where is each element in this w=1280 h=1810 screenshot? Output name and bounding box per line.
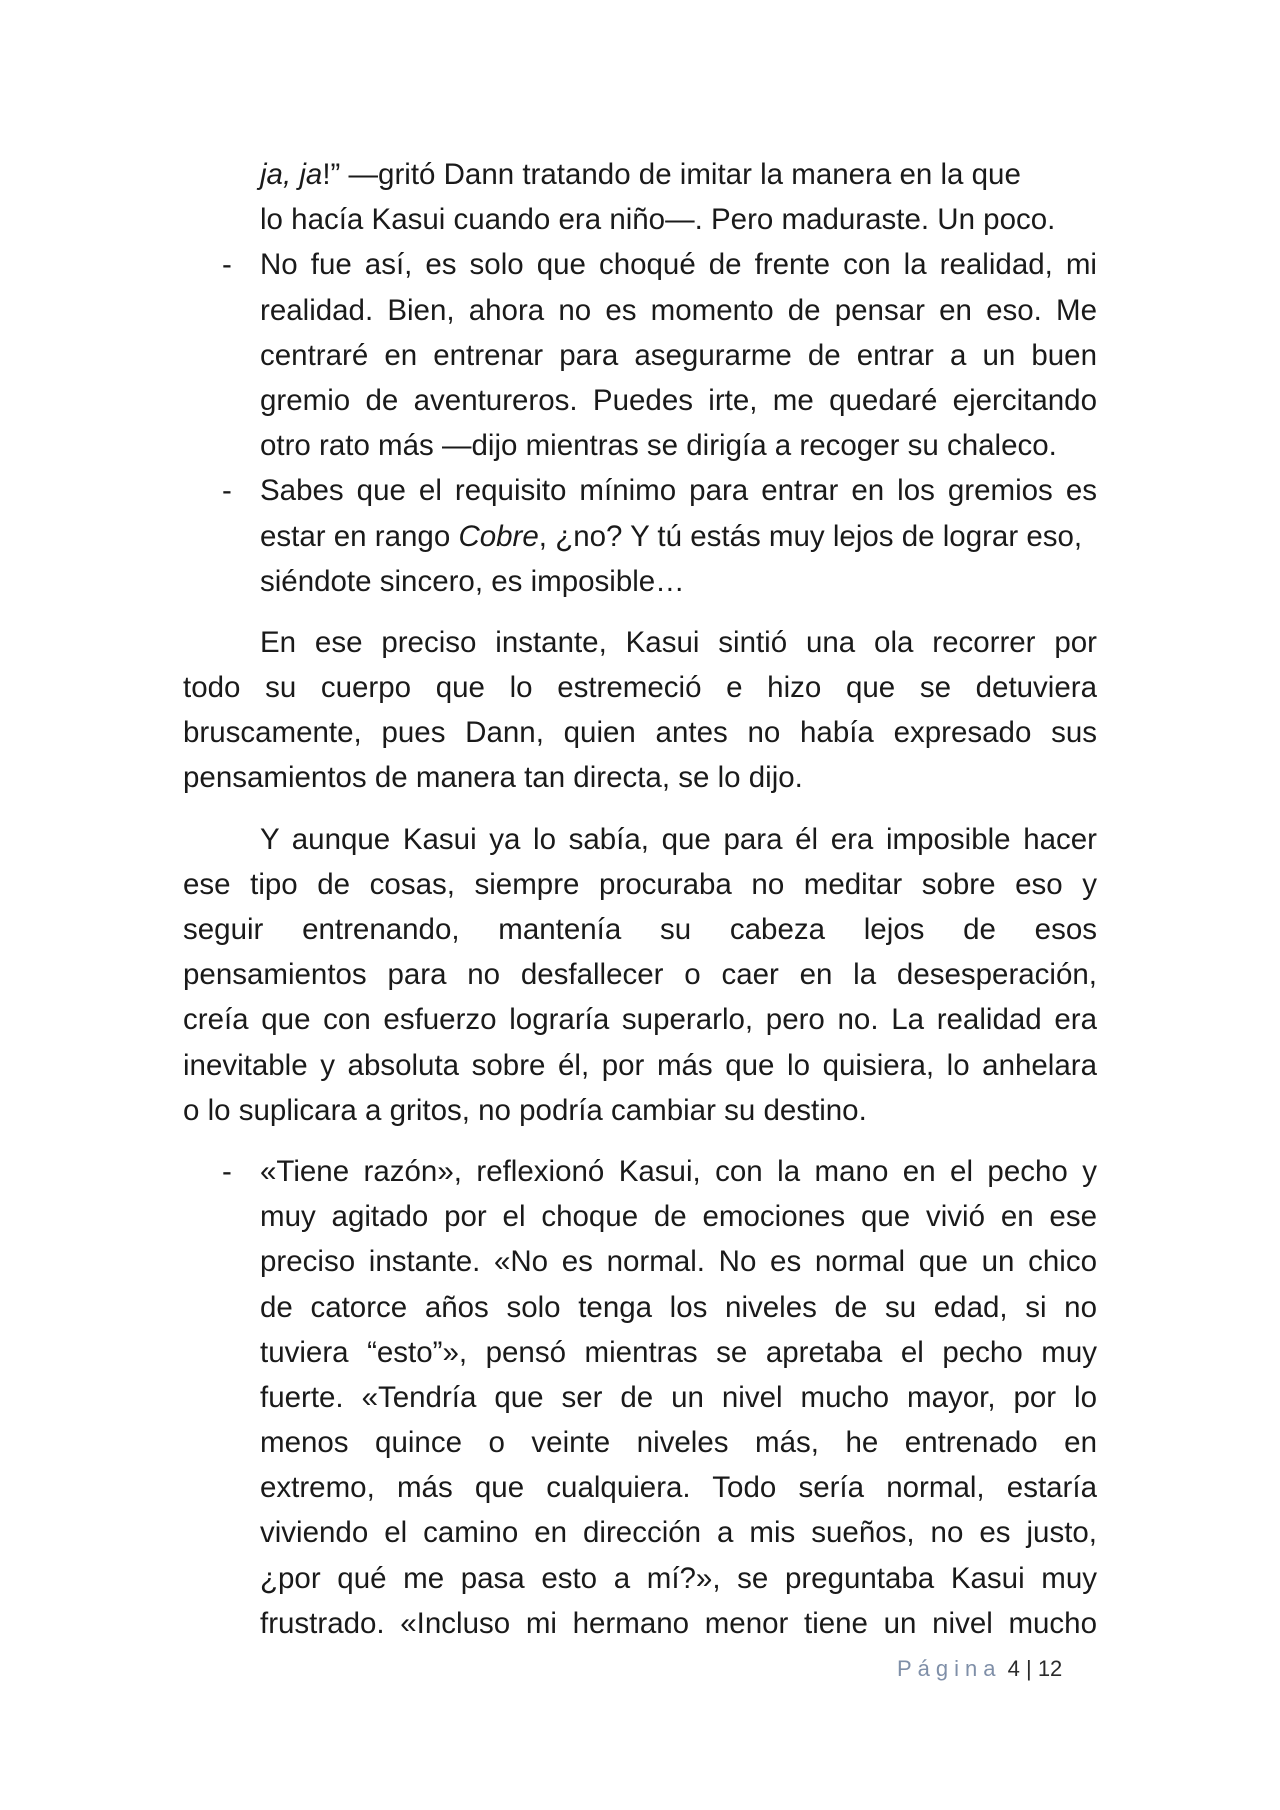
text-line: inevitable y absoluta sobre él, por más que lo quisiera, lo anhelara (183, 1048, 1097, 1082)
text-span: «Tiene razón», reflexionó Kasui, con la mano en el pecho y (260, 1154, 1097, 1188)
text-line (183, 514, 1097, 559)
text-line: pensamientos para no desfallecer o caer en la desesperación, (183, 958, 1097, 992)
text-line: viviendo el camino en dirección a mis sueños, no es justo, (260, 1516, 1097, 1550)
text-line: otro rato más —dijo mientras se dirigía a recoger su chaleco. (260, 429, 1057, 463)
text-line: lo hacía Kasui cuando era niño—. Pero maduraste. Un poco. (260, 203, 1056, 237)
text-span: Sabes que el requisito mínimo para entrar en los gremios es (260, 474, 1097, 508)
italic-text: Cobre (458, 519, 539, 553)
text-line (183, 817, 1097, 862)
page-footer (897, 1654, 1062, 1684)
text-line: centraré en entrenar para asegurarme de entrar a un buen (260, 338, 1097, 372)
text-span: !” —gritó Dann tratando de imitar la manera en la que (322, 158, 1021, 191)
dialog-dash: - (222, 1154, 232, 1188)
text-line: extremo, más que cualquiera. Todo sería normal, estaría (260, 1471, 1097, 1505)
dialog-line (183, 468, 1097, 513)
text-line: de catorce años solo tenga los niveles de su edad, si no (260, 1290, 1097, 1324)
text-line: preciso instante. «No es normal. No es normal que un chico (260, 1245, 1097, 1279)
text-line: tuviera “esto”», pensó mientras se apretaba el pecho muy (260, 1335, 1097, 1369)
text-line: seguir entrenando, mantenía su cabeza lejos de esos (183, 913, 1097, 946)
text-line: o lo suplicara a gritos, no podría cambiar su destino. (183, 1093, 867, 1127)
text-span: Y aunque Kasui ya lo sabía, que para él era imposible hacer (260, 822, 1097, 856)
page-body (183, 152, 1097, 1646)
paragraph-gap (183, 801, 1097, 817)
page-number: 4 | 12 (1007, 1656, 1063, 1681)
text-line: todo su cuerpo que lo estremeció e hizo que se detuviera (183, 671, 1097, 705)
text-line: creía que con esfuerzo lograría superarlo, pero no. La realidad era (183, 1003, 1097, 1037)
text-line: siéndote sincero, es imposible… (260, 564, 685, 598)
text-span: No fue así, es solo que choqué de frente con la realidad, mi (260, 248, 1097, 282)
dialog-dash: - (222, 474, 232, 508)
text-line: muy agitado por el choque de emociones que vivió en ese (260, 1200, 1097, 1234)
text-span: estar en rango (260, 519, 459, 553)
paragraph-gap (183, 604, 1097, 620)
page-label: Página (897, 1656, 1002, 1681)
text-line: gremio de aventureros. Puedes irte, me quedaré ejercitando (260, 383, 1097, 417)
text-line: fuerte. «Tendría que ser de un nivel mucho mayor, por lo (260, 1380, 1097, 1414)
italic-text: ja, ja (260, 158, 323, 191)
dialog-dash: - (222, 248, 232, 282)
text-line: ¿por qué me pasa esto a mí?», se preguntaba Kasui muy (260, 1561, 1097, 1595)
text-line: menos quince o veinte niveles más, he entrenado en (260, 1426, 1097, 1460)
text-span: En ese preciso instante, Kasui sintió una ola recorrer por (260, 625, 1097, 659)
text-line: bruscamente, pues Dann, quien antes no había expresado sus (183, 716, 1097, 750)
text-line (183, 620, 1097, 665)
text-line: realidad. Bien, ahora no es momento de pensar en eso. Me (260, 293, 1097, 327)
text-line (183, 152, 1097, 197)
text-span: , ¿no? Y tú estás muy lejos de lograr eso, (538, 519, 1083, 553)
paragraph-gap (183, 1133, 1097, 1149)
text-line: frustrado. «Incluso mi hermano menor tiene un nivel mucho (260, 1606, 1097, 1640)
dialog-line (183, 1149, 1097, 1194)
text-line: pensamientos de manera tan directa, se lo dijo. (183, 761, 803, 795)
dialog-line (183, 242, 1097, 287)
text-line: ese tipo de cosas, siempre procuraba no meditar sobre eso y (183, 867, 1097, 901)
